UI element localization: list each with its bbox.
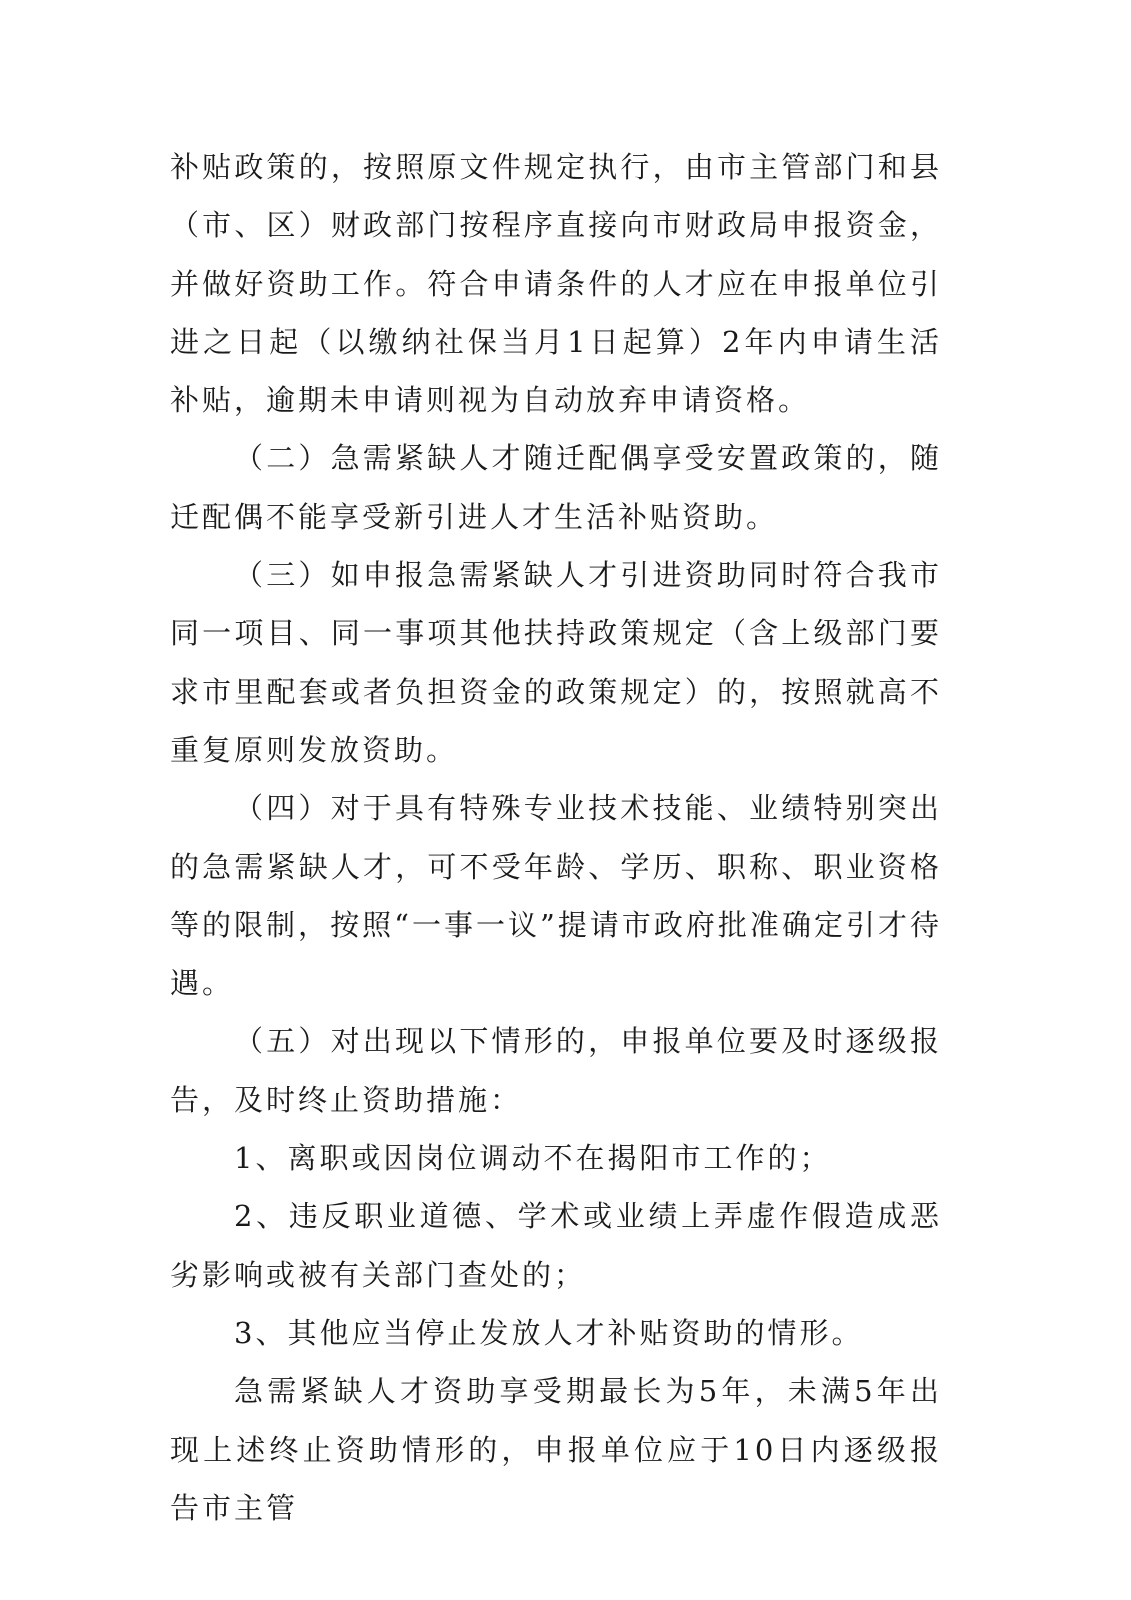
paragraph-item-3: （三）如申报急需紧缺人才引进资助同时符合我市同一项目、同一事项其他扶持政策规定（含上级部门要求市里配套或者负担资金的政策规定）的，按照就高不重复原则发放资助。 xyxy=(170,558,942,767)
paragraph-item-2: （二）急需紧缺人才随迁配偶享受安置政策的，随迁配偶不能享受新引进人才生活补贴资助。 xyxy=(170,441,942,534)
paragraph-item-5: （五）对出现以下情形的，申报单位要及时逐级报告，及时终止资助措施： xyxy=(170,1024,942,1117)
list-item-1: 1、离职或因岗位调动不在揭阳市工作的； xyxy=(234,1141,832,1176)
list-item-3: 3、其他应当停止发放人才补贴资助的情形。 xyxy=(234,1315,864,1350)
paragraph-continuation: 补贴政策的，按照原文件规定执行，由市主管部门和县（市、区）财政部门按程序直接向市财政局申报资金，并做好资助工作。符合申请条件的人才应在申报单位引进之日起（以缴纳社保当月1日起算）2年内申请生活补贴，逾期未申请则视为自动放弃申请资格。 xyxy=(170,150,942,418)
document-body xyxy=(170,138,942,1537)
list-item-2: 2、违反职业道德、学术或业绩上弄虚作假造成恶劣影响或被有关部门查处的； xyxy=(170,1199,942,1292)
paragraph-item-4: （四）对于具有特殊专业技术技能、业绩特别突出的急需紧缺人才，可不受年龄、学历、职称、职业资格等的限制，按照“一事一议”提请市政府批准确定引才待遇。 xyxy=(170,791,942,1001)
paragraph-term-limit: 急需紧缺人才资助享受期最长为5年，未满5年出现上述终止资助情形的，申报单位应于10日内逐级报告市主管 xyxy=(170,1374,942,1525)
